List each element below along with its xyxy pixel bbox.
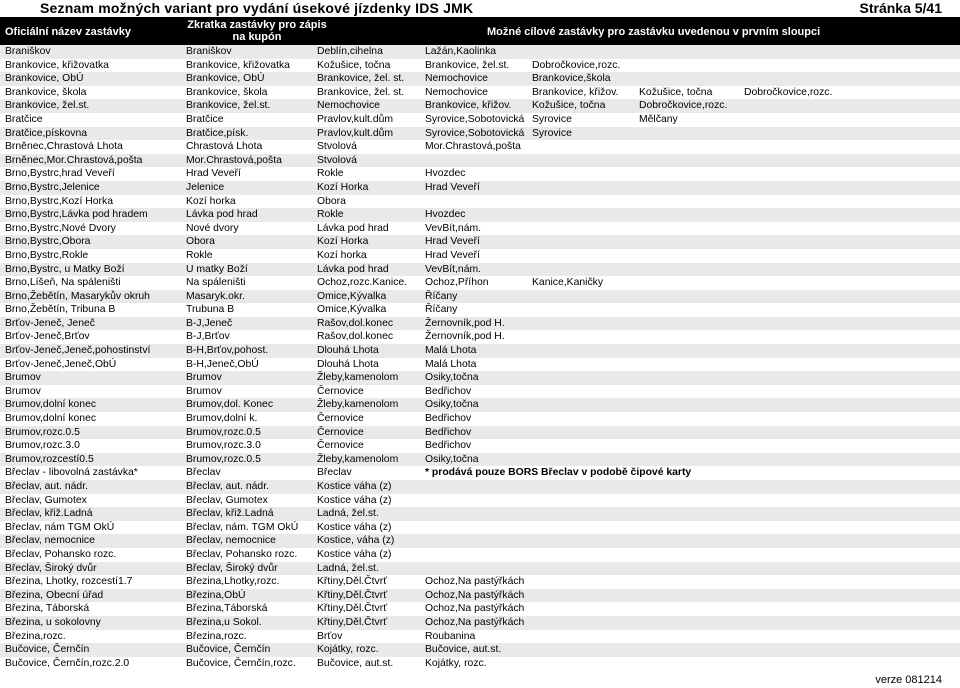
cell-destination: Ochoz,Na pastýřkách [425, 589, 525, 601]
cell-destination: Dlouhá Lhota [317, 345, 379, 357]
cell-destination: Dlouhá Lhota [317, 358, 379, 370]
table-row [0, 222, 960, 236]
cell-abbreviation: Lávka pod hrad [186, 209, 258, 221]
cell-official-name: Brněnec,Chrastová Lhota [5, 141, 123, 153]
table-row [0, 657, 960, 671]
cell-abbreviation: Březina,Táborská [186, 603, 268, 615]
table-row [0, 167, 960, 181]
cell-abbreviation: Brumov,dolní k. [186, 413, 258, 425]
cell-official-name: Brno,Bystrc,hrad Veveří [5, 168, 115, 180]
cell-official-name: Brno,Bystrc,Kozí Horka [5, 195, 113, 207]
cell-abbreviation: Brumov,rozc.3.0 [186, 440, 261, 452]
table-row [0, 276, 960, 290]
table-row [0, 630, 960, 644]
cell-official-name: Brankovice, křižovatka [5, 59, 109, 71]
cell-official-name: Břeclav, nemocnice [5, 535, 95, 547]
cell-destination: Ochoz,Na pastýřkách [425, 603, 525, 615]
cell-official-name: Bučovice, Černčín,rozc.2.0 [5, 657, 130, 669]
cell-official-name: Břeclav - libovolná zastávka* [5, 467, 138, 479]
table-row [0, 575, 960, 589]
cell-official-name: Brumov [5, 385, 41, 397]
table-header [0, 17, 960, 45]
cell-abbreviation: Kozí horka [186, 195, 236, 207]
cell-abbreviation: Jelenice [186, 181, 225, 193]
cell-abbreviation: Nové dvory [186, 222, 239, 234]
table-row [0, 412, 960, 426]
table-row [0, 154, 960, 168]
cell-destination: Kojátky, rozc. [317, 644, 379, 656]
cell-destination: Ochoz,Na pastýřkách [425, 616, 525, 628]
cell-destination: Mor.Chrastová,pošta [425, 141, 521, 153]
table-row [0, 45, 960, 59]
cell-official-name: Brťov-Jeneč,Jeneč,ObÚ [5, 358, 117, 370]
version-label: verze 081214 [875, 674, 942, 686]
cell-official-name: Břeclav, Pohansko rozc. [5, 548, 117, 560]
cell-abbreviation: U matky Boží [186, 263, 248, 275]
cell-destination: Osiky,točna [425, 372, 479, 384]
cell-abbreviation: Rokle [186, 249, 213, 261]
cell-abbreviation: Masaryk.okr. [186, 290, 245, 302]
header-destinations: Možné cílové zastávky pro zastávku uvedenou v prvním sloupci [487, 26, 821, 38]
table-row [0, 426, 960, 440]
cell-destination: Křtiny,Děl.Čtvrť [317, 603, 388, 615]
cell-destination: Omice,Kývalka [317, 304, 387, 316]
table-row [0, 113, 960, 127]
cell-destination: Křtiny,Děl.Čtvrť [317, 576, 388, 588]
cell-destination: Obora [317, 195, 346, 207]
cell-official-name: Brno,Líšeň, Na spáleništi [5, 277, 121, 289]
cell-destination: Černovice [317, 413, 364, 425]
cell-official-name: Brno,Bystrc,Lávka pod hradem [5, 209, 148, 221]
cell-destination: Pravlov,kult.dům [317, 113, 394, 125]
cell-destination: Kostice váha (z) [317, 481, 392, 492]
cell-abbreviation: Březina,Lhotky,rozc. [186, 576, 280, 588]
cell-destination: Kanice,Kaničky [532, 277, 604, 289]
table-row [0, 439, 960, 453]
cell-destination: Kozí Horka [317, 236, 369, 248]
cell-abbreviation: Břeclav, křiž.Ladná [186, 508, 274, 520]
cell-destination: Hrad Veveří [425, 236, 480, 248]
cell-destination: Lažán,Kaolinka [425, 46, 497, 57]
cell-destination: Kostice váha (z) [317, 521, 392, 533]
cell-destination: Říčany [425, 290, 458, 302]
cell-destination: Brankovice, žel.st. [425, 59, 510, 71]
cell-destination: Malá Lhota [425, 345, 477, 357]
cell-destination: Kožušice, točna [317, 59, 391, 71]
cell-destination: Pravlov,kult.dům [317, 127, 394, 139]
cell-destination: Černovice [317, 440, 364, 452]
cell-destination: Malá Lhota [425, 358, 477, 370]
cell-abbreviation: Bučovice, Černčín,rozc. [186, 657, 296, 669]
cell-official-name: Březina, Lhotky, rozcestí1.7 [5, 576, 133, 588]
cell-destination: Roubanina [425, 630, 476, 642]
cell-abbreviation: Bratčice [186, 113, 224, 125]
document-title: Seznam možných variant pro vydání úsekové jízdenky IDS JMK [40, 0, 474, 16]
cell-destination: Brankovice, žel. st. [317, 73, 405, 85]
cell-abbreviation: B-J,Brťov [186, 331, 230, 343]
cell-destination: Kostice, váha (z) [317, 535, 395, 547]
cell-destination: Nemochovice [317, 100, 380, 112]
cell-destination: Deblín,cihelna [317, 46, 383, 57]
table-row [0, 385, 960, 399]
table-row [0, 398, 960, 412]
cell-destination: Hrad Veveří [425, 181, 480, 193]
cell-destination: Nemochovice [425, 86, 488, 98]
cell-destination: Dobročkovice,rozc. [744, 86, 833, 98]
table-row [0, 602, 960, 616]
table-row [0, 99, 960, 113]
cell-abbreviation: B-H,Brťov,pohost. [186, 345, 269, 357]
table-row [0, 358, 960, 372]
cell-abbreviation: Braniškov [186, 46, 232, 57]
cell-official-name: Brťov-Jeneč, Jeneč [5, 317, 95, 329]
cell-destination: Lávka pod hrad [317, 222, 389, 234]
cell-official-name: Brumov,rozc.3.0 [5, 440, 80, 452]
cell-destination: Bučovice, aut.st. [317, 657, 394, 669]
cell-destination: Hrad Veveří [425, 249, 480, 261]
cell-destination: Bedřichov [425, 440, 472, 452]
table-row [0, 371, 960, 385]
cell-destination: Ochoz,Na pastýřkách [425, 576, 525, 588]
cell-official-name: Břeclav, křiž.Ladná [5, 508, 93, 520]
cell-destination: Ladná, žel.st. [317, 508, 379, 520]
cell-destination: Kozí horka [317, 249, 367, 261]
cell-destination: Osiky,točna [425, 399, 479, 411]
cell-abbreviation: Břeclav, nemocnice [186, 535, 276, 547]
cell-abbreviation: Mor.Chrastová,pošta [186, 154, 282, 166]
cell-destination: Bučovice, aut.st. [425, 644, 502, 656]
cell-destination: Černovice [317, 385, 364, 397]
cell-official-name: Brumov,dolní konec [5, 413, 97, 425]
cell-destination: Kozí Horka [317, 181, 369, 193]
cell-official-name: Břeclav, Gumotex [5, 494, 87, 506]
table-row [0, 643, 960, 657]
cell-destination: Kožušice, točna [639, 86, 713, 98]
cell-official-name: Bučovice, Černčín [5, 644, 90, 656]
cell-destination: Hvozdec [425, 209, 466, 221]
cell-abbreviation: Brankovice, ObÚ [186, 73, 265, 85]
table-row [0, 72, 960, 86]
cell-destination: Brankovice, žel. st. [317, 86, 405, 98]
cell-destination: Syrovice [532, 113, 572, 125]
cell-destination: Stvolová [317, 141, 357, 153]
cell-abbreviation: Brumov,rozc.0.5 [186, 426, 261, 438]
cell-destination: Brankovice,škola [532, 73, 611, 85]
cell-destination: Kostice váha (z) [317, 548, 392, 560]
cell-destination: Žernovník,pod H. [425, 331, 505, 343]
cell-destination: Bedřichov [425, 385, 472, 397]
table-row [0, 562, 960, 576]
cell-official-name: Brno,Bystrc,Jelenice [5, 181, 100, 193]
cell-destination: Brankovice, křižov. [425, 100, 512, 112]
cell-official-name: Brno,Žebětín, Masarykův okruh [5, 290, 150, 302]
cell-destination: Mělčany [639, 113, 678, 125]
cell-destination: Kožušice, točna [532, 100, 606, 112]
cell-destination: Syrovice,Sobotovická [425, 127, 525, 139]
cell-abbreviation: Brankovice, škola [186, 86, 268, 98]
cell-abbreviation: Břeclav, Pohansko rozc. [186, 548, 298, 560]
cell-official-name: Brno,Bystrc,Nové Dvory [5, 222, 116, 234]
cell-official-name: Brno,Bystrc, u Matky Boží [5, 263, 125, 275]
cell-official-name: Braniškov [5, 46, 51, 57]
cell-destination: Křtiny,Děl.Čtvrť [317, 616, 388, 628]
cell-destination: Ladná, žel.st. [317, 562, 379, 574]
cell-official-name: Brankovice, škola [5, 86, 87, 98]
cell-destination: Kojátky, rozc. [425, 657, 487, 669]
cell-destination: Stvolová [317, 154, 357, 166]
cell-abbreviation: Březina,u Sokol. [186, 616, 262, 628]
cell-destination: Bedřichov [425, 413, 472, 425]
cell-destination: Syrovice [532, 127, 572, 139]
table-row [0, 181, 960, 195]
cell-destination: Žleby,kamenolom [317, 399, 399, 411]
cell-official-name: Brněnec,Mor.Chrastová,pošta [5, 154, 143, 166]
cell-destination: Žleby,kamenolom [317, 372, 399, 384]
table-row [0, 249, 960, 263]
table-row [0, 344, 960, 358]
cell-destination: Brankovice, křižov. [532, 86, 619, 98]
cell-official-name: Břeclav, Široký dvůr [5, 562, 97, 574]
table-row [0, 235, 960, 249]
cell-abbreviation: Trubuna B [186, 304, 235, 316]
cell-abbreviation: Hrad Veveří [186, 168, 241, 180]
table-row [0, 480, 960, 494]
cell-destination: Rokle [317, 209, 344, 221]
cell-destination: Rašov,dol.konec [317, 317, 394, 329]
table-row [0, 616, 960, 630]
cell-official-name: Brankovice, žel.st. [5, 100, 90, 112]
cell-official-name: Brankovice, ObÚ [5, 73, 84, 85]
cell-abbreviation: Brankovice, žel.st. [186, 100, 271, 112]
cell-abbreviation: Břeclav, aut. nádr. [186, 481, 269, 492]
table-row [0, 127, 960, 141]
cell-abbreviation: Brumov,dol. Konec [186, 399, 274, 411]
cell-destination: Dobročkovice,rozc. [639, 100, 728, 112]
table-row [0, 589, 960, 603]
table-row [0, 263, 960, 277]
cell-abbreviation: Břeclav, Gumotex [186, 494, 268, 506]
cell-destination: Říčany [425, 304, 458, 316]
cell-abbreviation: Březina,rozc. [186, 630, 247, 642]
cell-destination: Lávka pod hrad [317, 263, 389, 275]
cell-destination: Kostice váha (z) [317, 494, 392, 506]
cell-destination: Ochoz,Příhon [425, 277, 489, 289]
table-row [0, 317, 960, 331]
cell-abbreviation: Na spáleništi [186, 277, 246, 289]
cell-abbreviation: Brumov [186, 385, 222, 397]
table-row [0, 494, 960, 508]
cell-abbreviation: Brumov,rozc.0.5 [186, 453, 261, 465]
cell-official-name: Brno,Žebětín, Tribuna B [5, 304, 116, 316]
cell-destination: VevBít,nám. [425, 222, 482, 234]
cell-official-name: Bratčice,pískovna [5, 127, 88, 139]
cell-official-name: Brťov-Jeneč,Brťov [5, 331, 90, 343]
cell-abbreviation: Brumov [186, 372, 222, 384]
cell-abbreviation: Březina,ObÚ [186, 589, 246, 601]
cell-abbreviation: Bratčice,písk. [186, 127, 249, 139]
cell-destination: VevBít,nám. [425, 263, 482, 275]
cell-official-name: Bratčice [5, 113, 43, 125]
table-row [0, 466, 960, 480]
title-bar [0, 0, 960, 16]
cell-destination: Rokle [317, 168, 344, 180]
cell-official-name: Břeclav, nám TGM OkÚ [5, 521, 115, 533]
cell-official-name: Brumov,rozcestí0.5 [5, 453, 94, 465]
cell-destination: Brťov [317, 630, 343, 642]
table-row [0, 195, 960, 209]
cell-destination: Omice,Kývalka [317, 290, 387, 302]
table-row [0, 140, 960, 154]
cell-official-name: Březina, u sokolovny [5, 616, 101, 628]
cell-note: * prodává pouze BORS Břeclav v podobě čipové karty [425, 467, 692, 479]
cell-official-name: Brumov,dolní konec [5, 399, 97, 411]
cell-official-name: Březina, Táborská [5, 603, 90, 615]
cell-official-name: Brno,Bystrc,Rokle [5, 249, 89, 261]
table-row [0, 59, 960, 73]
cell-official-name: Brťov-Jeneč,Jeneč,pohostinství [5, 345, 151, 357]
cell-destination: Rašov,dol.konec [317, 331, 394, 343]
cell-destination: Syrovice,Sobotovická [425, 113, 525, 125]
cell-abbreviation: Břeclav, nám. TGM OkÚ [186, 521, 299, 533]
cell-abbreviation: Obora [186, 236, 215, 248]
cell-official-name: Břeclav, aut. nádr. [5, 481, 88, 492]
cell-abbreviation: Chrastová Lhota [186, 141, 263, 153]
cell-abbreviation: Brankovice, křižovatka [186, 59, 290, 71]
cell-abbreviation: B-H,Jeneč,ObÚ [186, 358, 259, 370]
table-row [0, 86, 960, 100]
cell-destination: Žernovník,pod H. [425, 317, 505, 329]
cell-official-name: Březina, Obecní úřad [5, 589, 104, 601]
cell-destination: Dobročkovice,rozc. [532, 59, 621, 71]
cell-destination: Ochoz,rozc.Kanice. [317, 277, 408, 289]
cell-official-name: Březina,rozc. [5, 630, 66, 642]
table-row [0, 548, 960, 562]
table-body [0, 45, 960, 670]
cell-destination: Černovice [317, 426, 364, 438]
table-row [0, 303, 960, 317]
cell-abbreviation: Břeclav [186, 467, 221, 479]
page-number: Stránka 5/41 [859, 0, 942, 16]
cell-destination: Žleby,kamenolom [317, 453, 399, 465]
cell-destination: Nemochovice [425, 73, 488, 85]
header-abbreviation: Zkratka zastávky pro zápis na kupón [187, 19, 327, 43]
cell-official-name: Brumov [5, 372, 41, 384]
table-row [0, 521, 960, 535]
cell-abbreviation: B-J,Jeneč [186, 317, 233, 329]
table-row [0, 534, 960, 548]
header-official-name: Oficiální název zastávky [5, 26, 131, 38]
cell-destination: Břeclav [317, 467, 352, 479]
cell-destination: Hvozdec [425, 168, 466, 180]
cell-destination: Křtiny,Děl.Čtvrť [317, 589, 388, 601]
cell-official-name: Brno,Bystrc,Obora [5, 236, 91, 248]
cell-destination: Bedřichov [425, 426, 472, 438]
cell-destination: Osiky,točna [425, 453, 479, 465]
cell-abbreviation: Bučovice, Černčín [186, 644, 271, 656]
table-row [0, 208, 960, 222]
table-row [0, 290, 960, 304]
table-row [0, 330, 960, 344]
table-row [0, 453, 960, 467]
cell-official-name: Brumov,rozc.0.5 [5, 426, 80, 438]
table-row [0, 507, 960, 521]
cell-abbreviation: Břeclav, Široký dvůr [186, 562, 278, 574]
